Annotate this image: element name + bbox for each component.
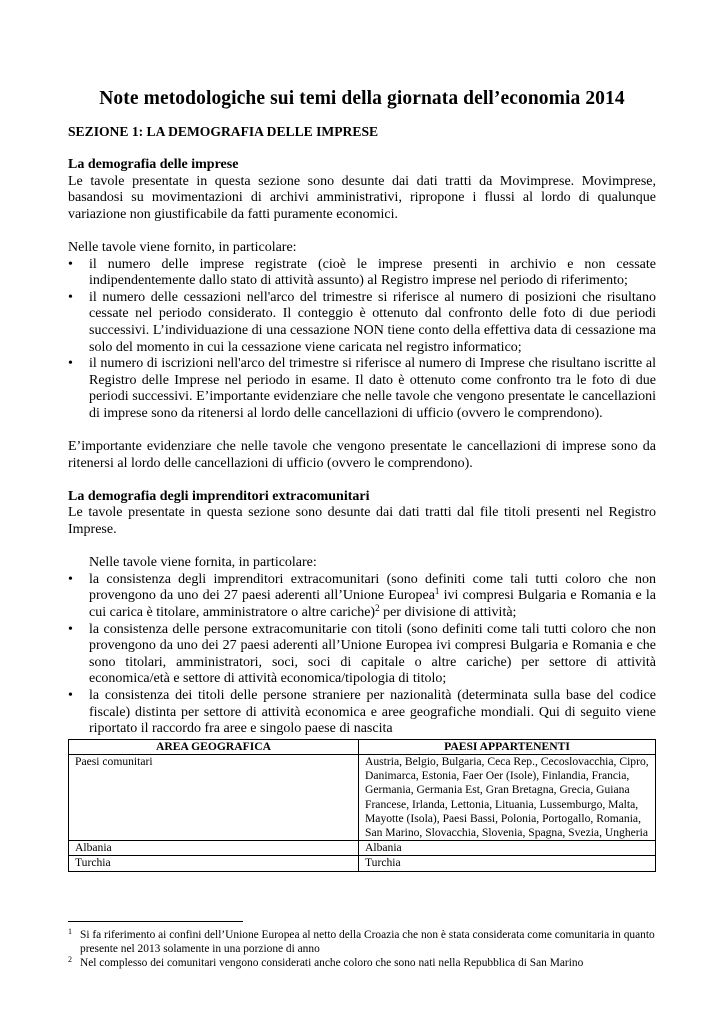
document-page (68, 88, 656, 872)
table-header-row (69, 739, 656, 754)
paragraph-intro-2: Le tavole presentate in questa sezione sono desunte dai dati tratti dal file titoli presenti nel Registro Imprese. (68, 505, 656, 538)
list-item (68, 688, 656, 738)
table-row (69, 856, 656, 871)
table-cell-paesi: Albania (359, 841, 656, 856)
subheading-demografia-imprese: La demografia delle imprese (68, 157, 239, 172)
column-header-paesi: PAESI APPARTENENTI (359, 739, 656, 754)
table-cell-area: Paesi comunitari (69, 754, 359, 840)
table-row (69, 841, 656, 856)
bullet-icon: • (68, 571, 73, 587)
list-item (68, 356, 656, 422)
table-row (69, 754, 656, 840)
list-item-text-a: la consistenza degli imprenditori extracomunitari (sono definiti come tali tutti coloro che non provengono da uno dei 27 paesi aderenti all’Unione Europea (89, 571, 656, 604)
list-item (68, 257, 656, 290)
bullet-list-2 (68, 572, 656, 738)
area-country-table (68, 739, 656, 872)
footnote-2: 2 Nel complesso dei comunitari vengono considerati anche coloro che sono nati nella Repubblica di San Marino (68, 955, 584, 970)
bullet-icon: • (68, 289, 73, 305)
table-cell-paesi: Austria, Belgio, Bulgaria, Ceca Rep., Cecoslovacchia, Cipro, Danimarca, Estonia, Faer Oer (Isole), Finlandia, Francia, Germania, Germania Est, Gran Bretagna, Grecia, Guiana Francese, Irlanda, Lettonia, Lituania, Lussemburgo, Malta, Mayotte (Isola), Paesi Bassi, Polonia, Portogallo, Romania, San Marino, Slovacchia, Slovenia, Spagna, Svezia, Ungheria (359, 754, 656, 840)
footnote-ref-2[interactable]: 2 (375, 603, 380, 614)
section-title: SEZIONE 1: LA DEMOGRAFIA DELLE IMPRESE (68, 124, 379, 139)
list-item-text-b: ivi compresi Bulgaria e Romania e la cui carica è titolare, amministratore o altre cariche) (89, 588, 656, 621)
list-item-text: il numero di iscrizioni nell'arco del trimestre si riferisce al numero di Imprese che risultano iscritte al Registro delle Imprese nel periodo in esame. Il dato è ottenuto come confronto tra le foto di due periodi successivi. E’importante evidenziare che nelle tavole che vengono presentate le cancellazioni di imprese sono da ritenersi al lordo delle cancellazioni di ufficio (ovvero le comprendono). (89, 356, 656, 421)
subheading-imprenditori-extracomunitari: La demografia degli imprenditori extracomunitari (68, 488, 370, 504)
list-item (68, 622, 656, 688)
list-lead-2: Nelle tavole viene fornita, in particolare: (89, 555, 317, 571)
bullet-list-1 (68, 257, 656, 423)
bullet-icon: • (68, 256, 73, 272)
list-lead-1: Nelle tavole viene fornito, in particolare: (68, 239, 297, 255)
footnote-ref-1[interactable]: 1 (434, 586, 440, 597)
list-item-text: il numero delle cessazioni nell'arco del trimestre si riferisce al numero di posizioni che risultano cessate nel periodo considerato. Il conteggio è ottenuto dal confronto delle foto di due periodi successivi. L’individuazione di una cessazione NON tiene conto della effettiva data di cessazione ma solo del momento in cui la cessazione viene caricata nel registro informatico; (89, 289, 656, 355)
footnote-text: Si fa riferimento ai confini dell’Unione Europea al netto della Croazia che non è stata considerata come comunitaria in quanto presente nel 2013 solamente in una porzione di anno (80, 929, 655, 956)
footnote-text: Nel complesso dei comunitari vengono considerati anche coloro che sono nati nella Repubblica di San Marino (80, 957, 584, 970)
list-item-text: la consistenza dei titoli delle persone straniere per nazionalità (determinata sulla base del codice fiscale) distinta per settore di attività economica e aree geografiche mondiali. Qui di seguito viene riportato il raccordo fra aree e singolo paese di nascita (89, 688, 656, 737)
document-title: Note metodologiche sui temi della giornata dell’economia 2014 (99, 88, 625, 109)
table-cell-area: Albania (69, 841, 359, 856)
footnote-divider (68, 921, 243, 922)
column-header-area: AREA GEOGRAFICA (69, 739, 359, 754)
table-cell-paesi: Turchia (359, 856, 656, 871)
list-item-text-c: per divisione di attività; (379, 605, 517, 621)
list-item (68, 290, 656, 356)
footnote-1: 1 Si fa riferimento ai confini dell’Unione Europea al netto della Croazia che non è stata considerata come comunitaria in quanto presente nel 2013 solamente in una porzione di anno (68, 927, 655, 956)
footnotes (68, 921, 656, 971)
table-cell-area: Turchia (69, 856, 359, 871)
bullet-icon: • (68, 356, 73, 372)
paragraph-intro-1: Le tavole presentate in questa sezione sono desunte dai dati tratti da Movimprese. Movimprese, basandosi su movimentazioni di archivi amministrativi, ripropone i flussi al lordo di qualunque variazione non giustificabile da fatti puramente economici. (68, 173, 656, 222)
list-item (68, 572, 656, 622)
bullet-icon: • (68, 688, 73, 703)
bullet-icon: • (68, 621, 73, 637)
list-item-text: il numero delle imprese registrate (cioè le imprese presenti in archivio e non cessate indipendentemente dallo stato di attività assunto) al Registro imprese nel periodo di riferimento; (89, 256, 656, 289)
list-item-text: la consistenza delle persone extracomunitarie con titoli (sono definiti come tali tutti coloro che non provengono da uno dei 27 paesi aderenti all’Unione Europea ivi compresi Bulgaria e Romania e che sono titolari, amministratori, soci, soci di capitale o altre cariche) per settore di attività economica/età e settore di attività economica/tipologia di titolo; (89, 621, 656, 687)
paragraph-closing-1: E’importante evidenziare che nelle tavole che vengono presentate le cancellazioni di imprese sono da ritenersi al lordo delle cancellazioni di ufficio (ovvero le comprendono). (68, 439, 656, 471)
